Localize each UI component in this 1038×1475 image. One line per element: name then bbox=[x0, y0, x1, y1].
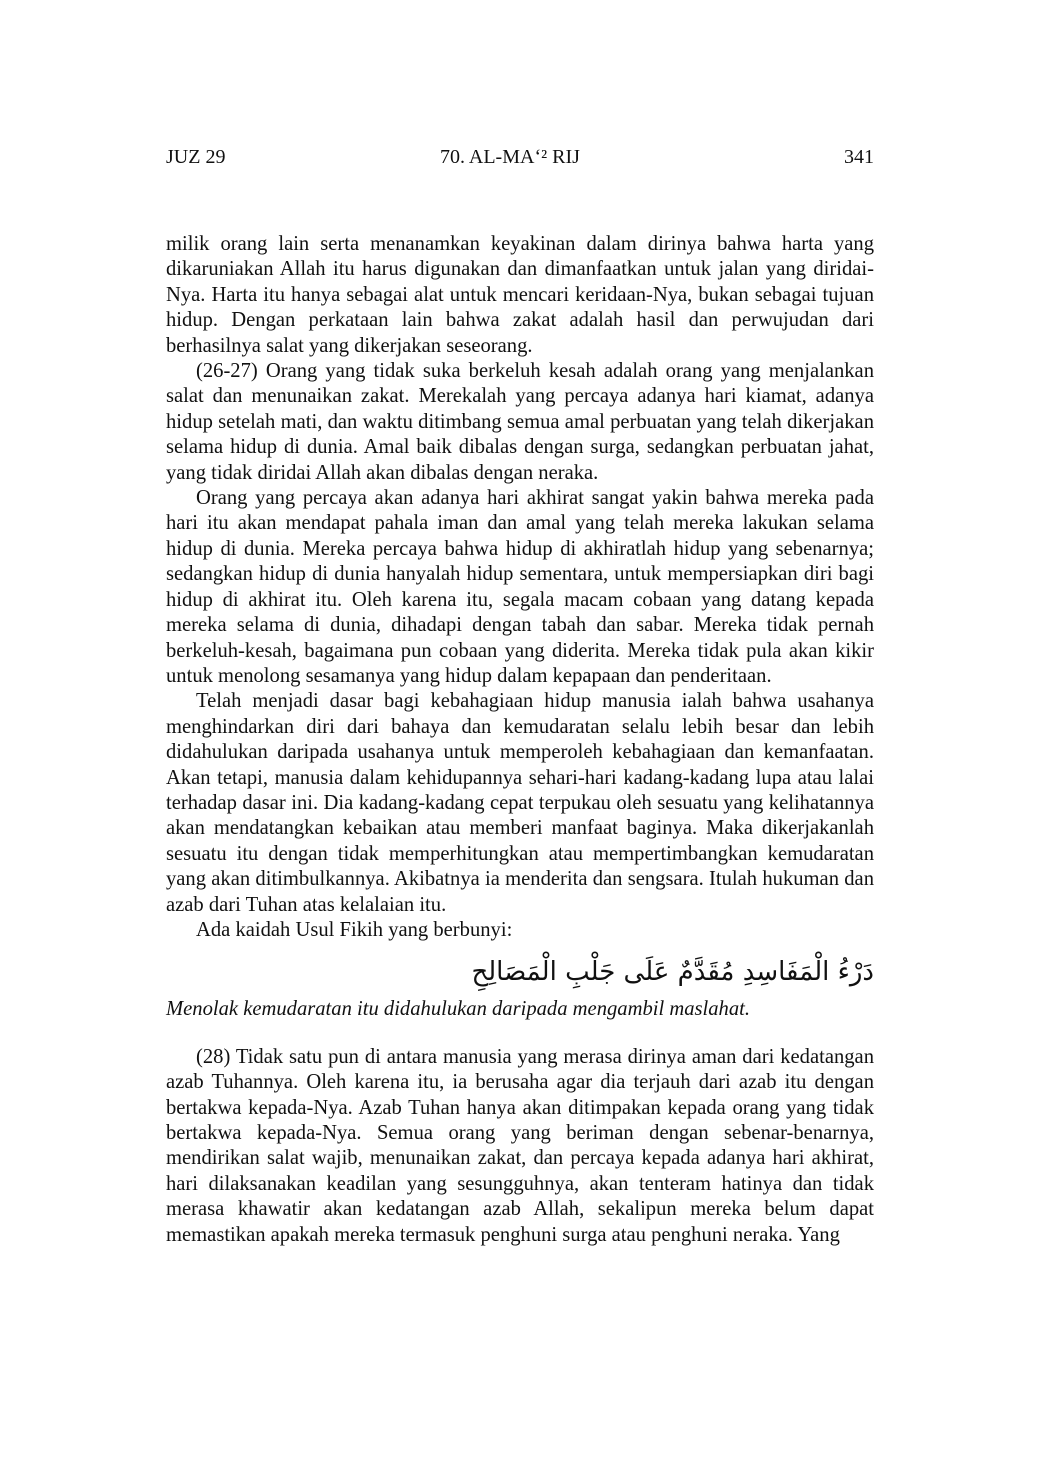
juz-label: JUZ 29 bbox=[166, 146, 226, 168]
arabic-quote: دَرْءُ الْمَفَاسِدِ مُقَدَّمٌ عَلَى جَلْبِ الْمَصَالِحِ bbox=[471, 957, 874, 988]
page-header bbox=[166, 146, 874, 174]
paragraph-continued: milik orang lain serta menanamkan keyakinan dalam dirinya bahwa harta yang dikaruniakan Allah itu harus digunakan dan dimanfaatkan untuk jalan yang diridai-Nya. Harta itu hanya sebagai alat untuk mencari keridaan-Nya, bukan sebagai tujuan hidup. Dengan perkataan lain bahwa zakat adalah hasil dan perwujudan dari berhasilnya salat yang dikerjakan seseorang. bbox=[166, 233, 874, 357]
paragraph-verse-26-27: (26-27) Orang yang tidak suka berkeluh kesah adalah orang yang menjalankan salat dan menunaikan zakat. Merekalah yang percaya adanya hari kiamat, adanya hidup setelah mati, dan waktu ditimbang semua amal perbuatan yang telah dikerjakan selama hidup di dunia. Amal baik dibalas dengan surga, sedangkan perbuatan jahat, yang tidak diridai Allah akan dibalas dengan neraka. bbox=[166, 360, 874, 484]
page-number: 341 bbox=[844, 146, 874, 168]
surah-title: 70. AL-MA‘² RIJ bbox=[440, 146, 580, 168]
paragraph-kebahagiaan: Telah menjadi dasar bagi kebahagiaan hidup manusia ialah bahwa usahanya menghindarkan diri dari bahaya dan kemudaratan selalu lebih besar dan lebih didahulukan daripada usahanya untuk memperoleh kebahagiaan dan kemanfaatan. Akan tetapi, manusia dalam kehidupannya sehari-hari kadang-kadang lupa atau lalai terhadap dasar ini. Dia kadang-kadang cepat terpukau oleh sesuatu yang kelihatannya akan mendatangkan kebaikan atau memberi manfaat baginya. Maka dikerjakanlah sesuatu itu dengan tidak memperhitungkan atau mempertimbangkan kemudaratan yang akan ditimbulkannya. Akibatnya ia menderita dan sengsara. Itulah hukuman dan azab dari Tuhan atas kelalaian itu. bbox=[166, 690, 874, 916]
quote-translation: Menolak kemudaratan itu didahulukan daripada mengambil maslahat. bbox=[166, 998, 751, 1021]
paragraph-akhirat: Orang yang percaya akan adanya hari akhirat sangat yakin bahwa mereka pada hari itu akan mendapat pahala iman dan amal yang telah mereka lakukan selama hidup di dunia. Mereka percaya bahwa hidup di akhiratlah hidup yang sebenarnya; sedangkan hidup di dunia hanyalah hidup sementara, untuk mempersiapkan diri bagi hidup di akhirat itu. Oleh karena itu, segala macam cobaan yang datang kepada mereka selama di dunia, dihadapi dengan tabah dan sabar. Mereka tidak pernah berkeluh-kesah, bagaimana pun cobaan yang diderita. Mereka tidak pula akan kikir untuk menolong sesamanya yang hidup dalam kepapaan dan penderitaan. bbox=[166, 487, 874, 687]
paragraph-verse-28: (28) Tidak satu pun di antara manusia yang merasa dirinya aman dari kedatangan azab Tuhannya. Oleh karena itu, ia berusaha agar dia terjauh dari azab itu dengan bertakwa kepada-Nya. Azab Tuhan hanya akan ditimpakan kepada orang yang tidak bertakwa kepada-Nya. Semua orang yang beriman dengan sebenar-benarnya, mendirikan salat wajib, menunaikan zakat, dan percaya kepada adanya hari akhirat, hari dilaksanakan keadilan yang sesungguhnya, akan tenteram hatinya dan tidak merasa khawatir akan kedatangan azab Allah, sekalipun mereka belum dapat memastikan apakah mereka termasuk penghuni surga atau penghuni neraka. Yang bbox=[166, 1045, 874, 1246]
paragraph-kaidah-intro: Ada kaidah Usul Fikih yang berbunyi: bbox=[196, 918, 513, 941]
page-body bbox=[166, 232, 874, 1248]
